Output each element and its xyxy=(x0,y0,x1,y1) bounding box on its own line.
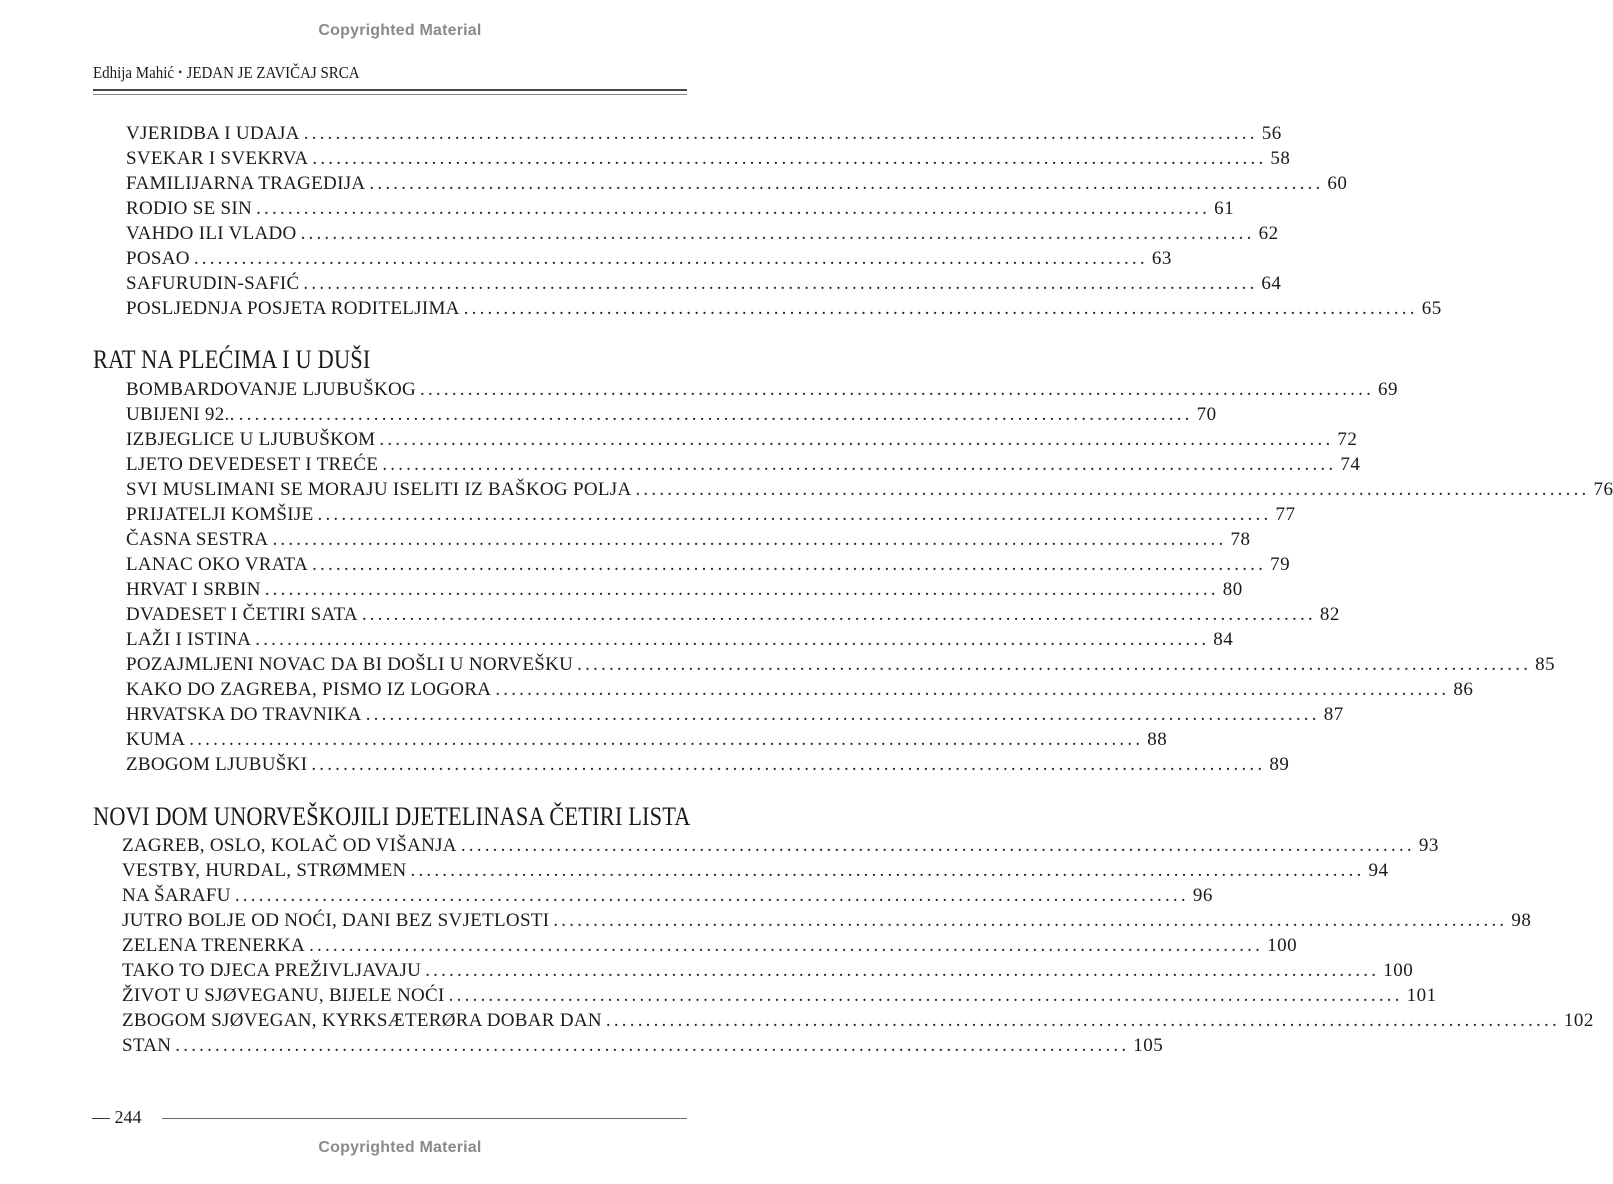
toc-entry[interactable] xyxy=(126,477,1613,502)
toc-entry-page: 105 xyxy=(1133,1035,1164,1056)
toc-entry[interactable] xyxy=(126,727,1168,752)
toc-entry[interactable] xyxy=(126,627,1234,652)
toc-entry-title: ČASNA SESTRA xyxy=(126,529,269,550)
toc-entry-title: LAŽI I ISTINA xyxy=(126,629,252,650)
dot-leader: ........................................................................................................................ xyxy=(193,248,1148,269)
header-rule-thick xyxy=(93,89,687,91)
dot-leader: ........................................................................................................................ xyxy=(175,1035,1130,1056)
toc-entry[interactable] xyxy=(122,883,1213,908)
toc-entry-page: 64 xyxy=(1261,273,1282,294)
toc-entry-page: 78 xyxy=(1230,529,1251,550)
toc-entry-title: STAN xyxy=(122,1035,172,1056)
dot-leader: ........................................................................................................................ xyxy=(365,704,1320,725)
toc-entry-title: BOMBARDOVANJE LJUBUŠKOG xyxy=(126,379,417,400)
toc-entry-page: 100 xyxy=(1383,960,1414,981)
toc-entry[interactable] xyxy=(126,502,1296,527)
dot-leader: ........................................................................................................................ xyxy=(312,148,1267,169)
toc-entry-page: 101 xyxy=(1406,985,1437,1006)
toc-entry-page: 61 xyxy=(1214,198,1235,219)
dot-leader: ........................................................................................................................ xyxy=(303,273,1258,294)
toc-entry-page: 74 xyxy=(1340,454,1361,475)
toc-entry-title: VJERIDBA I UDAJA xyxy=(126,123,300,144)
toc-entry-title: RODIO SE SIN xyxy=(126,198,253,219)
toc-entry[interactable] xyxy=(122,908,1532,933)
toc-entry-title: SVEKAR I SVEKRVA xyxy=(126,148,309,169)
toc-entry-title: NA ŠARAFU xyxy=(122,885,231,906)
toc-entry-title: ZELENA TRENERKA xyxy=(122,935,306,956)
toc-entry[interactable] xyxy=(122,858,1389,883)
toc-entry-page: 94 xyxy=(1368,860,1389,881)
page-number: — 244 xyxy=(92,1107,142,1127)
copyright-watermark-bottom: Copyrighted Material xyxy=(318,1139,482,1156)
dot-leader: ........................................................................................................................ xyxy=(189,729,1144,750)
dot-leader: ........................................................................................................................ xyxy=(255,629,1210,650)
dot-leader: ........................................................................................................................ xyxy=(635,479,1590,500)
toc-entry-title: PRIJATELJI KOMŠIJE xyxy=(126,504,314,525)
toc-entry-page: 96 xyxy=(1192,885,1213,906)
toc-entry-title: FAMILIJARNA TRAGEDIJA xyxy=(126,173,366,194)
running-header xyxy=(93,63,360,83)
toc-entry-title: SAFURUDIN-SAFIĆ xyxy=(126,273,300,294)
toc-entry[interactable] xyxy=(126,146,1291,171)
dot-leader: ........................................................................................................................ xyxy=(311,754,1266,775)
toc-entry[interactable] xyxy=(126,196,1235,221)
toc-entry-page: 88 xyxy=(1147,729,1168,750)
toc-entry[interactable] xyxy=(126,121,1282,146)
toc-entry-page: 82 xyxy=(1319,604,1340,625)
dot-leader: ........................................................................................................................ xyxy=(382,454,1337,475)
toc-entry-page: 76 xyxy=(1593,479,1613,500)
author-name: Edhija Mahić xyxy=(93,63,175,82)
toc-entry-title: LJETO DEVEDESET I TREĆE xyxy=(126,454,379,475)
toc-entry[interactable] xyxy=(122,1033,1164,1058)
dot-leader: ........................................................................................................................ xyxy=(317,504,1272,525)
toc-entry-page: 60 xyxy=(1327,173,1348,194)
toc-entry[interactable] xyxy=(126,377,1399,402)
toc-entry-title: ZBOGOM LJUBUŠKI xyxy=(126,754,308,775)
toc-entry[interactable] xyxy=(126,296,1442,321)
header-separator: • xyxy=(178,65,183,79)
toc-entry-page: 77 xyxy=(1275,504,1296,525)
toc-entry[interactable] xyxy=(126,602,1340,627)
toc-entry-page: 70 xyxy=(1196,404,1217,425)
toc-entry[interactable] xyxy=(126,271,1282,296)
toc-entry-page: 93 xyxy=(1418,835,1439,856)
toc-entry-title: ZBOGOM SJØVEGAN, KYRKSÆTERØRA DOBAR DAN xyxy=(122,1010,602,1031)
toc-entry-page: 89 xyxy=(1269,754,1290,775)
toc-entry-page: 79 xyxy=(1270,554,1291,575)
toc-entry-page: 100 xyxy=(1267,935,1298,956)
toc-entry-page: 63 xyxy=(1151,248,1172,269)
toc-entry-title: UBIJENI 92.. xyxy=(126,404,235,425)
toc-entry-page: 102 xyxy=(1563,1010,1594,1031)
toc-entry-page: 62 xyxy=(1258,223,1279,244)
toc-entry-title: ZAGREB, OSLO, KOLAČ OD VIŠANJA xyxy=(122,835,457,856)
toc-entry[interactable] xyxy=(122,958,1414,983)
toc-entry[interactable] xyxy=(126,402,1217,427)
dot-leader: ........................................................................................................................ xyxy=(577,654,1532,675)
dot-leader: ........................................................................................................................ xyxy=(379,429,1334,450)
dot-leader: ........................................................................................................................ xyxy=(605,1010,1560,1031)
toc-entry[interactable] xyxy=(122,933,1298,958)
toc-entry-title: JUTRO BOLJE OD NOĆI, DANI BEZ SVJETLOSTI xyxy=(122,910,550,931)
toc-entry-title: LANAC OKO VRATA xyxy=(126,554,309,575)
toc-entry-title: POSLJEDNJA POSJETA RODITELJIMA xyxy=(126,298,460,319)
section-heading: RAT NA PLEĆIMA I U DUŠI xyxy=(93,345,371,374)
toc-entry[interactable] xyxy=(126,702,1344,727)
toc-entry-title: TAKO TO DJECA PREŽIVLJAVAJU xyxy=(122,960,422,981)
dot-leader: ........................................................................................................................ xyxy=(272,529,1227,550)
toc-entry-title: HRVAT I SRBIN xyxy=(126,579,261,600)
dot-leader: ........................................................................................................................ xyxy=(238,404,1193,425)
toc-entry-page: 58 xyxy=(1270,148,1291,169)
toc-entry[interactable] xyxy=(126,427,1358,452)
dot-leader: ........................................................................................................................ xyxy=(264,579,1219,600)
dot-leader: ........................................................................................................................ xyxy=(303,123,1258,144)
dot-leader: ........................................................................................................................ xyxy=(425,960,1380,981)
toc-entry[interactable] xyxy=(126,652,1556,677)
toc-entry[interactable] xyxy=(126,677,1474,702)
toc-entry[interactable] xyxy=(126,552,1291,577)
toc-entry[interactable] xyxy=(126,221,1279,246)
toc-entry-page: 84 xyxy=(1213,629,1234,650)
toc-entry-title: VESTBY, HURDAL, STRØMMEN xyxy=(122,860,407,881)
dot-leader: ........................................................................................................................ xyxy=(410,860,1365,881)
toc-entry[interactable] xyxy=(122,833,1439,858)
toc-entry[interactable] xyxy=(126,452,1361,477)
toc-entry-title: DVADESET I ČETIRI SATA xyxy=(126,604,358,625)
toc-entry-page: 72 xyxy=(1337,429,1358,450)
dot-leader: ........................................................................................................................ xyxy=(460,835,1415,856)
dot-leader: ........................................................................................................................ xyxy=(361,604,1316,625)
toc-entry-page: 80 xyxy=(1222,579,1243,600)
section-heading: NOVI DOM UNORVEŠKOJILI DJETELINASA ČETIRI LISTA xyxy=(93,802,691,831)
toc-entry-title: VAHDO ILI VLADO xyxy=(126,223,297,244)
toc-entry-title: KAKO DO ZAGREBA, PISMO IZ LOGORA xyxy=(126,679,492,700)
dot-leader: ........................................................................................................................ xyxy=(420,379,1375,400)
dot-leader: ........................................................................................................................ xyxy=(234,885,1189,906)
dot-leader: ........................................................................................................................ xyxy=(463,298,1418,319)
toc-entry-title: HRVATSKA DO TRAVNIKA xyxy=(126,704,362,725)
dot-leader: ........................................................................................................................ xyxy=(309,935,1264,956)
book-title: JEDAN JE ZAVIČAJ SRCA xyxy=(186,63,360,82)
footer-rule xyxy=(162,1118,687,1119)
toc-entry[interactable] xyxy=(126,577,1243,602)
copyright-watermark-top: Copyrighted Material xyxy=(318,22,482,39)
toc-entry-page: 86 xyxy=(1453,679,1474,700)
dot-leader: ........................................................................................................................ xyxy=(256,198,1211,219)
toc-entry[interactable] xyxy=(122,1008,1594,1033)
toc-entry-page: 98 xyxy=(1511,910,1532,931)
dot-leader: ........................................................................................................................ xyxy=(448,985,1403,1006)
dot-leader: ........................................................................................................................ xyxy=(553,910,1508,931)
dot-leader: ........................................................................................................................ xyxy=(495,679,1450,700)
dot-leader: ........................................................................................................................ xyxy=(300,223,1255,244)
dot-leader: ........................................................................................................................ xyxy=(312,554,1267,575)
toc-entry-page: 69 xyxy=(1378,379,1399,400)
toc-entry-page: 65 xyxy=(1421,298,1442,319)
toc-entry-page: 85 xyxy=(1535,654,1556,675)
toc-entry-title: ŽIVOT U SJØVEGANU, BIJELE NOĆI xyxy=(122,985,445,1006)
dot-leader: ........................................................................................................................ xyxy=(369,173,1324,194)
toc-entry[interactable] xyxy=(126,527,1251,552)
toc-entry[interactable] xyxy=(126,171,1348,196)
toc-entry-page: 87 xyxy=(1323,704,1344,725)
toc-entry-title: KUMA xyxy=(126,729,186,750)
toc-entry[interactable] xyxy=(126,246,1172,271)
toc-entry-title: SVI MUSLIMANI SE MORAJU ISELITI IZ BAŠKOG POLJA xyxy=(126,479,632,500)
toc-entry[interactable] xyxy=(122,983,1437,1008)
header-rule-thin xyxy=(93,94,687,95)
toc-entry[interactable] xyxy=(126,752,1290,777)
toc-entry-title: POSAO xyxy=(126,248,190,269)
toc-entry-title: POZAJMLJENI NOVAC DA BI DOŠLI U NORVEŠKU xyxy=(126,654,574,675)
toc-entry-page: 56 xyxy=(1261,123,1282,144)
toc-entry-title: IZBJEGLICE U LJUBUŠKOM xyxy=(126,429,376,450)
